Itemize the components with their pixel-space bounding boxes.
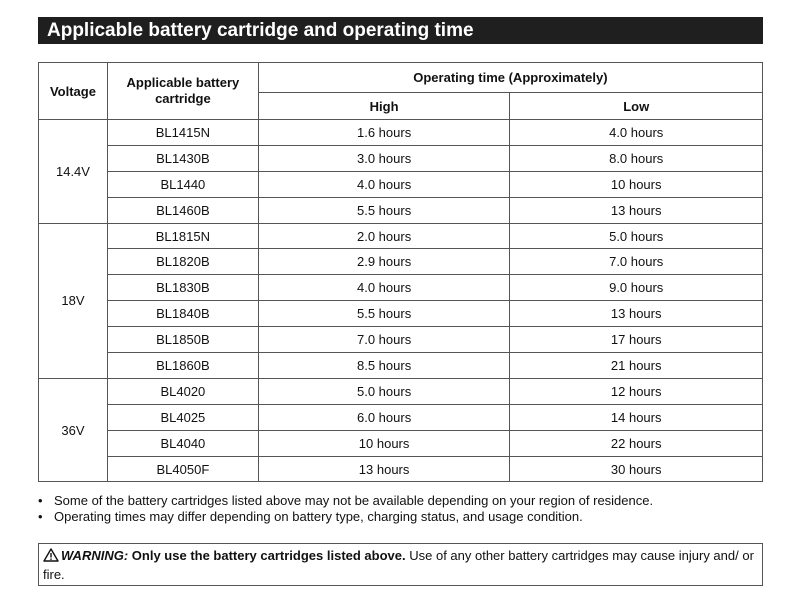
high-time-cell: 2.0 hours [258, 223, 510, 249]
low-time-cell: 13 hours [510, 301, 763, 327]
high-time-cell: 5.0 hours [258, 378, 510, 404]
note-item [38, 493, 763, 509]
cartridge-cell: BL1860B [107, 353, 258, 379]
warning-bold-text: Only use the battery cartridges listed above. [131, 548, 406, 563]
cartridge-cell: BL4020 [107, 378, 258, 404]
cartridge-cell: BL1460B [107, 197, 258, 223]
cartridge-cell: BL1830B [107, 275, 258, 301]
voltage-cell: 18V [39, 223, 108, 378]
cartridge-cell: BL1815N [107, 223, 258, 249]
voltage-cell: 36V [39, 378, 108, 482]
low-time-cell: 22 hours [510, 430, 763, 456]
table-row [39, 353, 763, 379]
low-time-cell: 13 hours [510, 197, 763, 223]
high-time-cell: 2.9 hours [258, 249, 510, 275]
page-title: Applicable battery cartridge and operating time [38, 17, 763, 44]
table-body [39, 120, 763, 482]
low-time-cell: 30 hours [510, 456, 763, 482]
table-row [39, 404, 763, 430]
table-row [39, 249, 763, 275]
high-time-cell: 5.5 hours [258, 301, 510, 327]
low-time-cell: 21 hours [510, 353, 763, 379]
table-row [39, 120, 763, 146]
warning-box [38, 543, 763, 586]
cartridge-cell: BL4050F [107, 456, 258, 482]
low-time-cell: 4.0 hours [510, 120, 763, 146]
high-time-cell: 10 hours [258, 430, 510, 456]
high-time-cell: 5.5 hours [258, 197, 510, 223]
header-operating-time: Operating time (Approximately) [258, 63, 762, 93]
header-low: Low [510, 93, 763, 120]
cartridge-cell: BL1440 [107, 171, 258, 197]
low-time-cell: 7.0 hours [510, 249, 763, 275]
high-time-cell: 6.0 hours [258, 404, 510, 430]
table-row [39, 275, 763, 301]
battery-table [38, 62, 763, 482]
low-time-cell: 10 hours [510, 171, 763, 197]
high-time-cell: 3.0 hours [258, 145, 510, 171]
high-time-cell: 1.6 hours [258, 120, 510, 146]
cartridge-cell: BL1850B [107, 327, 258, 353]
table-row [39, 223, 763, 249]
table-row [39, 145, 763, 171]
warning-label: WARNING: [61, 548, 129, 563]
low-time-cell: 14 hours [510, 404, 763, 430]
bullet: • [38, 509, 43, 524]
high-time-cell: 8.5 hours [258, 353, 510, 379]
table-row [39, 197, 763, 223]
table-row [39, 378, 763, 404]
header-voltage: Voltage [39, 63, 108, 120]
table-row [39, 301, 763, 327]
cartridge-cell: BL4040 [107, 430, 258, 456]
low-time-cell: 5.0 hours [510, 223, 763, 249]
header-high: High [258, 93, 510, 120]
warning-text: Use of any other battery cartridges may cause injury and/ or fire. [43, 548, 754, 582]
high-time-cell: 4.0 hours [258, 171, 510, 197]
header-cartridge: Applicable battery cartridge [107, 63, 258, 120]
high-time-cell: 7.0 hours [258, 327, 510, 353]
table-row [39, 327, 763, 353]
high-time-cell: 4.0 hours [258, 275, 510, 301]
notes-list [38, 493, 763, 525]
low-time-cell: 17 hours [510, 327, 763, 353]
cartridge-cell: BL1820B [107, 249, 258, 275]
cartridge-cell: BL4025 [107, 404, 258, 430]
table-row [39, 171, 763, 197]
high-time-cell: 13 hours [258, 456, 510, 482]
cartridge-cell: BL1415N [107, 120, 258, 146]
table-row [39, 430, 763, 456]
cartridge-cell: BL1840B [107, 301, 258, 327]
note-item [38, 509, 763, 525]
low-time-cell: 8.0 hours [510, 145, 763, 171]
note-text: Operating times may differ depending on battery type, charging status, and usage condition. [54, 509, 583, 524]
table-row [39, 456, 763, 482]
low-time-cell: 9.0 hours [510, 275, 763, 301]
bullet: • [38, 493, 43, 508]
voltage-cell: 14.4V [39, 120, 108, 224]
warning-triangle-icon [43, 548, 59, 566]
note-text: Some of the battery cartridges listed above may not be available depending on your region of residence. [54, 493, 654, 508]
cartridge-cell: BL1430B [107, 145, 258, 171]
low-time-cell: 12 hours [510, 378, 763, 404]
